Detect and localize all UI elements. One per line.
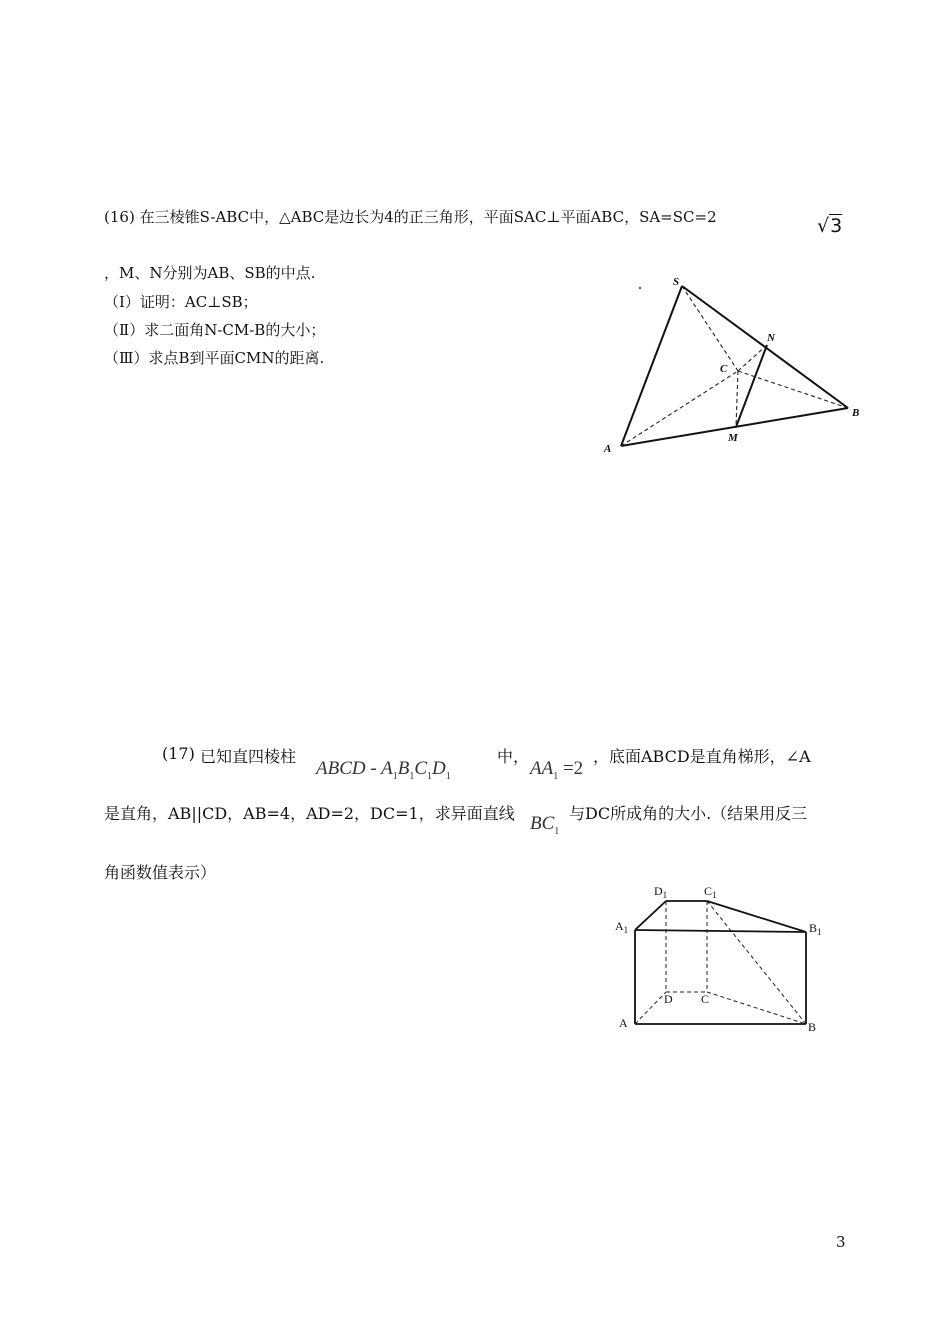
problem17-mid: 中， [497, 747, 530, 766]
prism-dash: - [370, 758, 377, 779]
segment-bc1 [707, 901, 806, 1024]
problem17-line2: 是直角，AB||CD，AB=4，AD=2，DC=1，求异面直线 [104, 804, 515, 823]
problem17-line2-tail: 与DC所成角的大小.（结果用反三 [569, 804, 808, 823]
label-a: A [604, 443, 612, 455]
label-b1: $B_1$ [809, 921, 822, 937]
label-a: A [619, 1016, 628, 1030]
edge-ad [635, 992, 666, 1024]
problem16-number: (16) [104, 208, 135, 226]
segment-mn [736, 345, 767, 427]
label-n: N [767, 332, 775, 344]
label-c: C [701, 992, 710, 1006]
edge-sa [621, 286, 682, 446]
prism-name [316, 758, 451, 782]
tetrahedron-figure [595, 268, 885, 468]
label-s: S [673, 276, 680, 288]
edge-cb [707, 992, 806, 1024]
problem17-base-desc: ，底面ABCD是直角梯形，∠A [593, 747, 811, 766]
problem17-number: (17) [162, 744, 195, 763]
prism-base: ABCD [316, 758, 366, 779]
label-c1: $C_1$ [704, 884, 717, 900]
problem16-question-1: （Ⅰ）证明：AC⊥SB； [104, 293, 258, 311]
problem16-question-2: （Ⅱ）求二面角N-CM-B的大小； [104, 321, 326, 339]
problem16-question-3: （Ⅲ）求点B到平面CMN的距离. [104, 349, 325, 367]
problem17-line3: 角函数值表示） [104, 863, 217, 882]
segment-cm [736, 371, 738, 427]
label-d: D [664, 992, 673, 1006]
label-b: B [852, 407, 860, 419]
sqrt-three [817, 215, 842, 237]
problem17-intro: 已知直四棱柱 [200, 747, 297, 766]
label-b: B [808, 1020, 817, 1034]
prism-vertex-c1: $C_1$ [414, 758, 433, 782]
problem16-stem-line1 [104, 206, 717, 227]
problem16-stem-line2: ，M、N分别为AB、SB的中点. [104, 264, 316, 282]
prism-vertex-a1: $A_1$ [381, 758, 398, 782]
label-m: M [728, 432, 738, 444]
sqrt-symbol: √ [817, 215, 830, 237]
label-a1: $A_1$ [615, 919, 629, 935]
edge-bc [738, 371, 848, 408]
sqrt-radicand: 3 [830, 215, 843, 237]
prism-vertex-d1: $D_1$ [432, 758, 451, 782]
problem16-stem-part1: 在三棱锥S-ABC中，△ABC是边长为4的正三角形，平面SAC⊥平面ABC，SA=SC=2 [139, 208, 717, 226]
page-number: 3 [836, 1233, 846, 1251]
edge-a1d1 [635, 901, 666, 930]
edge-ac [621, 371, 738, 446]
edge-c1b1 [707, 901, 806, 932]
label-c: C [720, 363, 728, 375]
edge-a1b1 [635, 930, 806, 932]
label-d1: $D_1$ [654, 884, 668, 900]
prism-figure [612, 876, 842, 1042]
prism-vertex-b1: $B_1$ [397, 758, 415, 782]
bc1-name: $BC_1$ [530, 813, 560, 837]
aa1-equation: $AA_1 =2$ [530, 758, 584, 782]
edge-sc [682, 286, 738, 371]
